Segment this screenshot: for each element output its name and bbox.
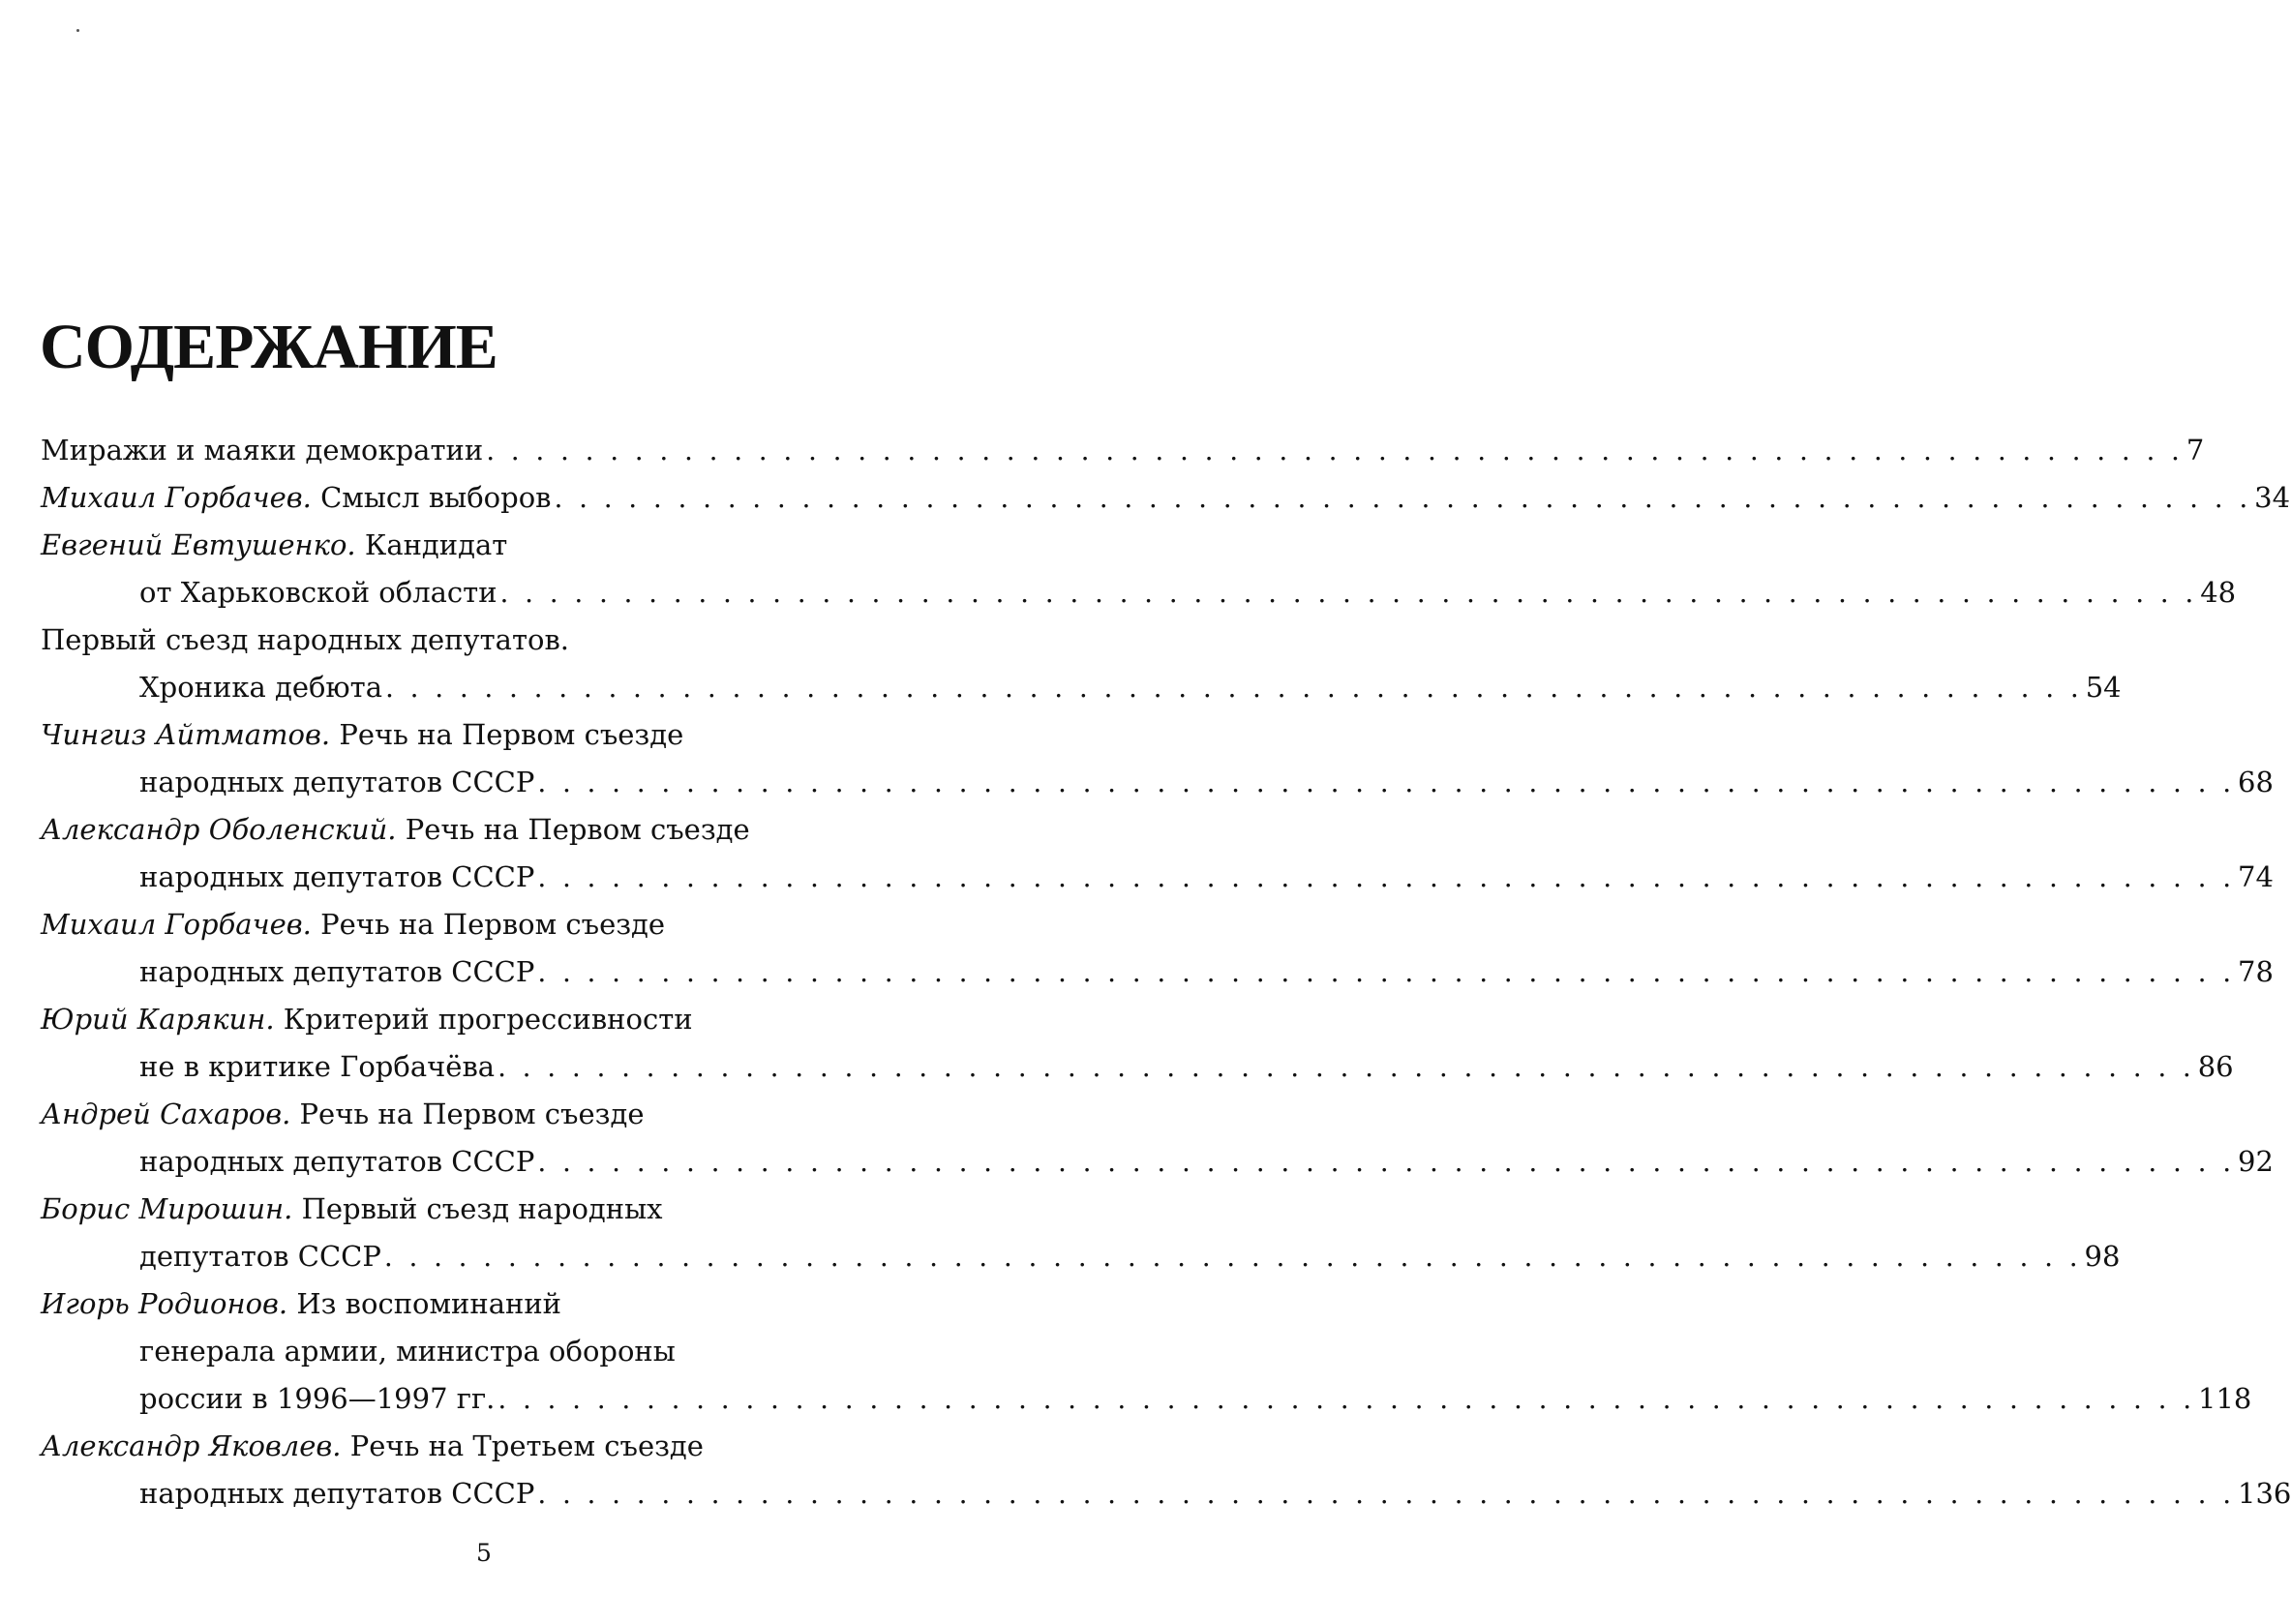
scan-speck [76,29,79,32]
toc-entry-line [41,1423,871,1470]
toc-title: Речь на Первом съезде [320,908,666,941]
toc-author: Чингиз Айтматов. [41,718,331,751]
toc-entry-line [41,427,2205,474]
toc-page-number: 7 [2185,434,2205,466]
contents-heading: СОДЕРЖАНИЕ [40,312,497,382]
toc-entry [41,711,2274,806]
toc-author: Александр Оболенский. [41,813,397,846]
toc-title: народных депутатов СССР [139,1145,535,1178]
dot-leader: . . . . . . . . . . . . . . . . . . . . . . . . . . . . . . . . . . . . . . . . . . . . . . . . . . . . . . . . . . . . . . . . . . . . . [537,1478,2236,1510]
toc-entry [41,1280,2252,1423]
toc-title: от Харьковской области [139,576,497,609]
dot-leader: . . . . . . . . . . . . . . . . . . . . . . . . . . . . . . . . . . . . . . . . . . . . . . . . . . . . . . . . . . . . . . . . . . . . . [385,672,2083,704]
toc-entry [41,617,2122,711]
dot-leader: . . . . . . . . . . . . . . . . . . . . . . . . . . . . . . . . . . . . . . . . . . . . . . . . . . . . . . . . . . . . . . . . . . . . . [537,861,2236,893]
toc-title: Речь на Первом съезде [405,813,750,846]
toc-title: Кандидат [364,528,508,561]
toc-author: Александр Яковлев. [41,1429,342,1462]
toc-page-number: 136 [2238,1477,2291,1510]
toc-title: народных депутатов СССР [139,860,535,893]
toc-title: не в критике Горбачёва [139,1050,496,1083]
toc-author: Михаил Горбачев. [41,908,312,941]
toc-page-number: 78 [2238,955,2274,988]
toc-author: Евгений Евтушенко. [41,528,356,561]
toc-entry-line [41,996,871,1043]
toc-entry-line [41,948,2274,996]
table-of-contents [41,427,2291,1518]
toc-title: Хроника дебюта [139,671,383,704]
toc-page-number: 48 [2200,576,2237,609]
toc-author: Борис Мирошин. [41,1192,293,1225]
toc-author: Игорь Родионов. [41,1287,288,1320]
toc-entry-line [41,569,2237,617]
toc-title: народных депутатов СССР [139,955,535,988]
toc-entry [41,806,2274,901]
toc-page-number: 98 [2084,1240,2121,1273]
toc-entry [41,901,2274,996]
toc-entry-line [41,1091,871,1138]
toc-page-number: 54 [2085,671,2122,704]
dot-leader: . . . . . . . . . . . . . . . . . . . . . . . . . . . . . . . . . . . . . . . . . . . . . . . . . . . . . . . . . . . . . . . . . . . . . [499,577,2198,609]
toc-entry-line [41,1138,2274,1186]
toc-entry-line [41,474,2291,522]
toc-entry-line [41,1186,871,1233]
toc-title: Миражи и маяки демократии [41,434,484,466]
toc-entry-line [41,854,2274,901]
toc-title: Первый съезд народных [301,1192,663,1225]
toc-author: Михаил Горбачев. [41,481,312,514]
toc-entry-line [41,1043,2234,1091]
toc-entry-line [41,806,871,854]
toc-title: Речь на Первом съезде [299,1098,645,1130]
toc-entry [41,427,2205,474]
dot-leader: . . . . . . . . . . . . . . . . . . . . . . . . . . . . . . . . . . . . . . . . . . . . . . . . . . . . . . . . . . . . . . . . . . . . . [537,1146,2236,1178]
toc-title: народных депутатов СССР [139,766,535,798]
toc-author: Юрий Карякин. [41,1003,275,1036]
page-number: 5 [476,1539,492,1567]
toc-entry-line [41,1280,871,1328]
toc-entry [41,522,2237,617]
toc-page-number: 34 [2254,481,2291,514]
toc-page-number: 68 [2238,766,2274,798]
toc-entry [41,1186,2121,1280]
dot-leader: . . . . . . . . . . . . . . . . . . . . . . . . . . . . . . . . . . . . . . . . . . . . . . . . . . . . . . . . . . . . . . . . . . . . . [537,956,2236,988]
dot-leader: . . . . . . . . . . . . . . . . . . . . . . . . . . . . . . . . . . . . . . . . . . . . . . . . . . . . . . . . . . . . . . . . . . . . . [554,482,2252,514]
toc-page-number: 86 [2197,1050,2234,1083]
toc-page-number: 92 [2238,1145,2274,1178]
toc-entry-line [41,1470,2291,1518]
toc-title: Первый съезд народных депутатов. [41,623,569,656]
toc-entry-line [41,522,871,569]
toc-title: Из воспоминаний [296,1287,561,1320]
toc-entry [41,474,2291,522]
dot-leader: . . . . . . . . . . . . . . . . . . . . . . . . . . . . . . . . . . . . . . . . . . . . . . . . . . . . . . . . . . . . . . . . . . . . . [537,767,2236,798]
toc-title: Речь на Третьем съезде [349,1429,704,1462]
toc-title: россии в 1996—1997 гг. [139,1382,496,1415]
toc-entry [41,996,2234,1091]
toc-author: Андрей Сахаров. [41,1098,291,1130]
toc-entry-line [41,711,871,759]
dot-leader: . . . . . . . . . . . . . . . . . . . . . . . . . . . . . . . . . . . . . . . . . . . . . . . . . . . . . . . . . . . . . . . . . . . . . [497,1383,2196,1415]
toc-entry [41,1423,2291,1518]
toc-entry-line [41,664,2122,711]
toc-entry-line [41,1375,2252,1423]
toc-entry-line [41,1233,2121,1280]
toc-title: генерала армии, министра обороны [139,1335,676,1368]
dot-leader: . . . . . . . . . . . . . . . . . . . . . . . . . . . . . . . . . . . . . . . . . . . . . . . . . . . . . . . . . . . . . . . . . . . . . [383,1241,2082,1273]
toc-title: депутатов СССР [139,1240,381,1273]
toc-entry-line [41,901,871,948]
dot-leader: . . . . . . . . . . . . . . . . . . . . . . . . . . . . . . . . . . . . . . . . . . . . . . . . . . . . . . . . . . . . . . . . . . . . . [486,435,2184,466]
toc-title: Критерий прогрессивности [283,1003,693,1036]
toc-title: народных депутатов СССР [139,1477,535,1510]
toc-entry [41,1091,2274,1186]
toc-title: Речь на Первом съезде [339,718,684,751]
toc-page-number: 74 [2238,860,2274,893]
toc-title: Смысл выборов [320,481,552,514]
toc-entry-line [41,1328,871,1375]
dot-leader: . . . . . . . . . . . . . . . . . . . . . . . . . . . . . . . . . . . . . . . . . . . . . . . . . . . . . . . . . . . . . . . . . . . . . [497,1051,2195,1083]
toc-entry-line [41,617,871,664]
toc-page-number: 118 [2198,1382,2252,1415]
toc-entry-line [41,759,2274,806]
